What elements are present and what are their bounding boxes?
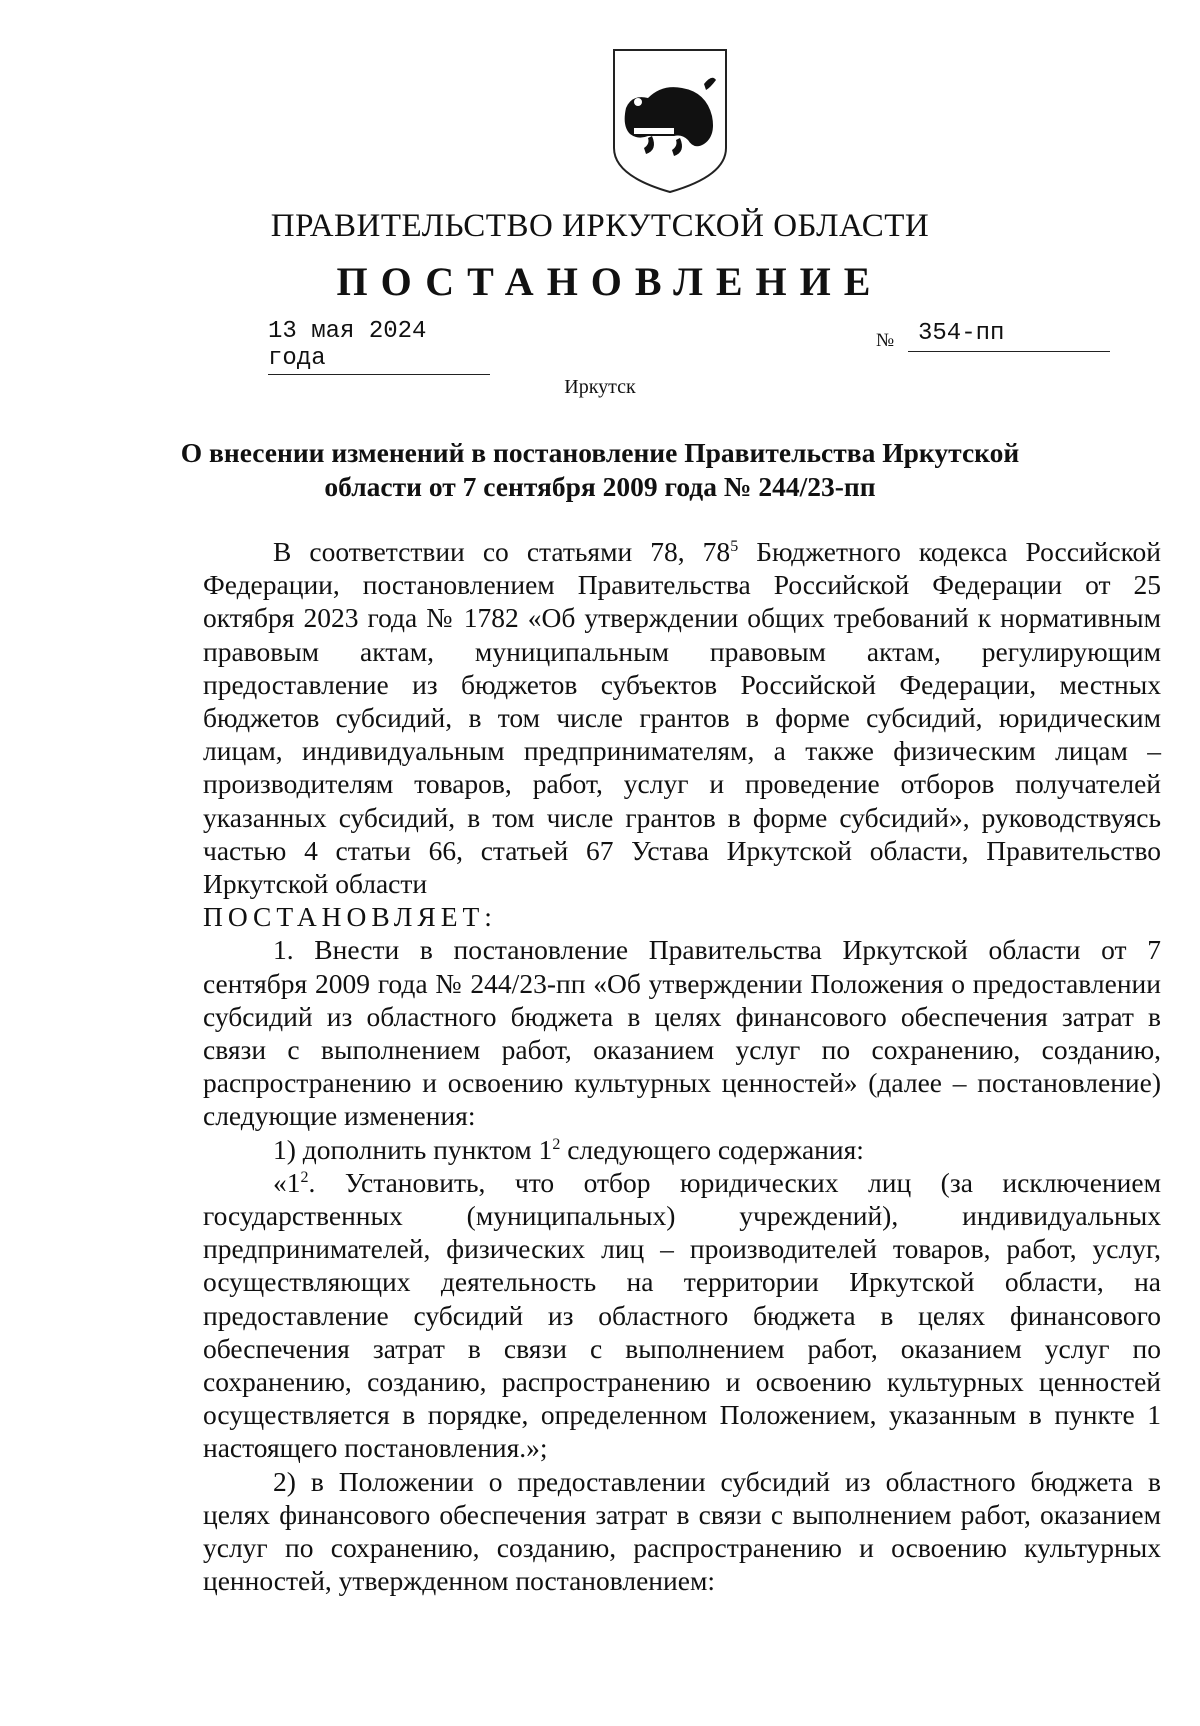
preamble-text-2: Бюджетного кодекса Российской Федерации, постановлением Правительства Российской Федерации от 25 октября 2023 года № 1782 «Об утверждении общих требований к нормативным правовым актам, муниципальным правовым актам, регулирующим предоставление из бюджетов субъектов Российской Федерации, местных бюджетов субсидий, в том числе грантов в форме субсидий, юридическим лицам, индивидуальным предпринимателям, а также физическим лицам – производителям товаров, работ, услуг и проведение отборов получателей указанных субсидий, в том числе грантов в форме субсидий», руководствуясь частью 4 статьи 66, статьей 67 Устава Иркутской области, Правительство Иркутской области: [203, 536, 1161, 900]
item-1-paragraph: 1. Внести в постановление Правительства Иркутской области от 7 сентября 2009 года № 244/23-пп «Об утверждении Положения о предоставлении субсидий из областного бюджета в целях финансового обеспечения затрат в связи с выполнением работ, оказанием услуг по сохранению, созданию, распространению и освоению культурных ценностей» (далее – постановление) следующие изменения:: [203, 934, 1161, 1132]
document-body: [203, 535, 1161, 1598]
number-sign: №: [876, 330, 895, 351]
preamble-text-1: В соответствии со статьями 78, 78: [273, 536, 731, 567]
preamble-superscript: 5: [730, 537, 739, 555]
document-subject: [160, 436, 1040, 504]
subitem-1-paragraph: [203, 1133, 1161, 1166]
document-type-title: ПОСТАНОВЛЕНИЕ: [336, 259, 884, 304]
document-date: 13 мая 2024 года: [268, 318, 490, 375]
coat-of-arms-icon: [608, 44, 732, 196]
quoted-point-text-2: . Установить, что отбор юридических лиц (за исключением государственных (муниципальных) учреждений), индивидуальных предпринимателей, физических лиц – производителей товаров, работ, услуг, осуществляющих деятельность на территории Иркутской области, на предоставление субсидий из областного бюджета в целях финансового обеспечения затрат в связи с выполнением работ, оказанием услуг по сохранению, созданию, распространению и освоению культурных ценностей осуществляется в порядке, определенном Положением, указанным в пункте 1 настоящего постановления.»;: [203, 1166, 1161, 1464]
quoted-point-superscript: 2: [300, 1168, 309, 1186]
subject-line-1: О внесении изменений в постановление Правительства Иркутской: [180, 437, 1020, 468]
quoted-point-text-1: «1: [273, 1166, 301, 1198]
government-title: ПРАВИТЕЛЬСТВО ИРКУТСКОЙ ОБЛАСТИ: [270, 208, 930, 244]
document-number: 354-пп: [908, 320, 1110, 352]
preamble-paragraph: [203, 535, 1161, 900]
resolves-heading: ПОСТАНОВЛЯЕТ:: [203, 901, 497, 933]
subitem-1-text-2: следующего содержания:: [560, 1133, 864, 1165]
subitem-1-superscript: 2: [552, 1135, 561, 1153]
subject-line-2: области от 7 сентября 2009 года № 244/23-пп: [324, 471, 876, 502]
subitem-1-text-1: 1) дополнить пунктом 1: [273, 1133, 553, 1165]
quoted-point-paragraph: [203, 1166, 1161, 1465]
city-name: Иркутск: [564, 376, 636, 398]
subitem-2-paragraph: 2) в Положении о предоставлении субсидий из областного бюджета в целях финансового обеспечения затрат в связи с выполнением работ, оказанием услуг по сохранению, созданию, распространению и освоению культурных ценностей, утвержденном постановлением:: [203, 1465, 1161, 1597]
